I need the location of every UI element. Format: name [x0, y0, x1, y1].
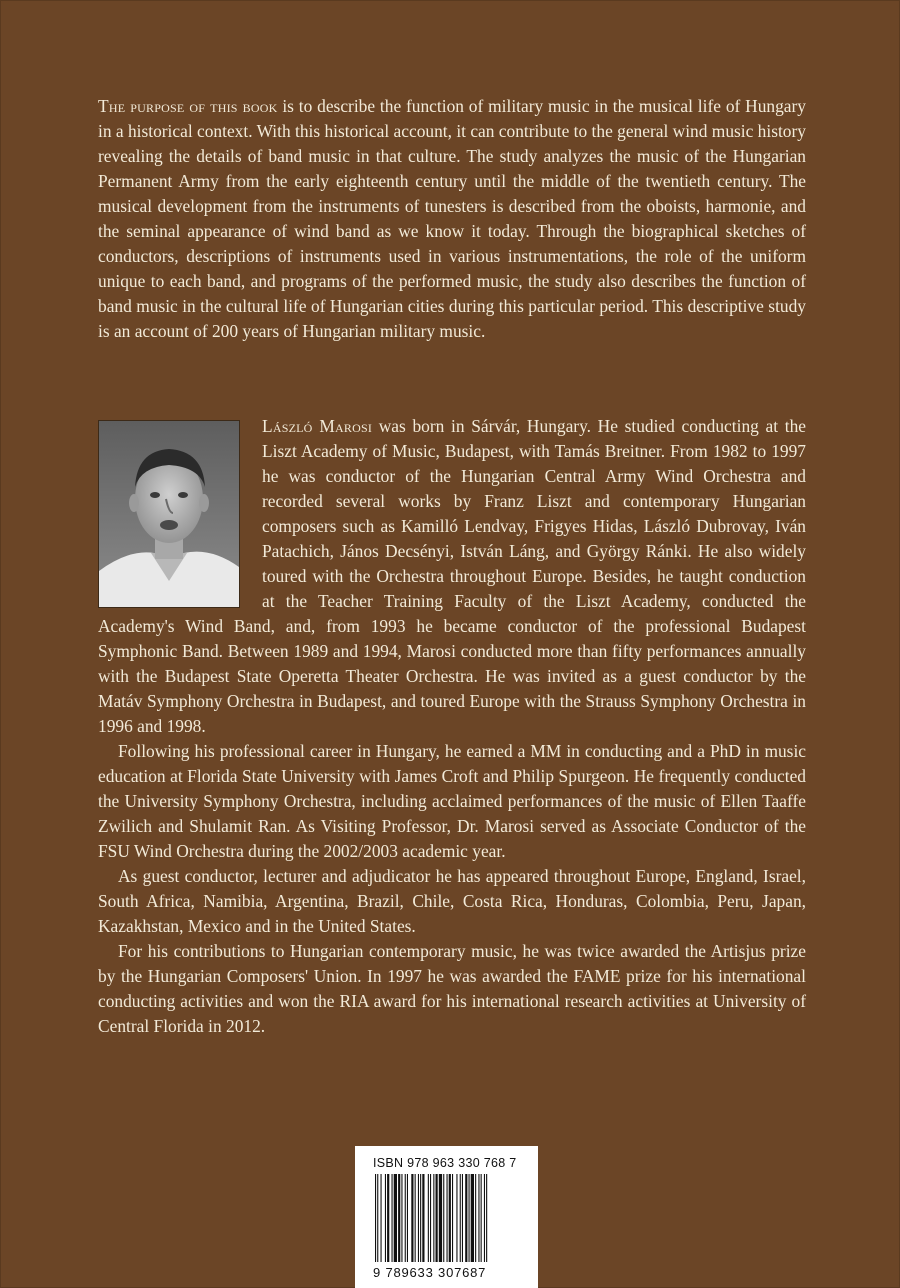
barcode-digits: 9 789633 307687 [373, 1265, 487, 1280]
barcode-bar [411, 1174, 413, 1262]
bio-paragraph-3: As guest conductor, lecturer and adjudicator he has appeared throughout Europe, England, Israel, South Africa, Namibia, Argentina, Brazil, Chile, Costa Rica, Honduras, Colombia, Peru, Japan, Kazakhstan, Mexico and in the United States. [98, 866, 806, 936]
barcode-bar [377, 1174, 378, 1262]
bio-paragraph-4: For his contributions to Hungarian contemporary music, he was twice awarded the Artisjus prize by the Hungarian Composers' Union. In 1997 he was awarded the FAME prize for his international conducting activities and won the RIA award for his international research activities at University of Central Florida in 2012. [98, 941, 806, 1036]
barcode-bar [405, 1174, 406, 1262]
barcode-bar [465, 1174, 467, 1262]
author-biography [98, 414, 806, 1039]
barcode-bar [433, 1174, 434, 1262]
barcode-bar [418, 1174, 419, 1262]
description-lead: The purpose of this book [98, 96, 278, 116]
barcode-bar [387, 1174, 389, 1262]
barcode-bar [449, 1174, 451, 1262]
barcode-bar [481, 1174, 482, 1262]
barcode-bar [469, 1174, 470, 1262]
barcode-bar [462, 1174, 463, 1262]
book-description [98, 94, 806, 344]
barcode-bar [398, 1174, 400, 1262]
barcode-bar [420, 1174, 421, 1262]
description-paragraph [98, 94, 806, 344]
barcode-bar [439, 1174, 442, 1262]
barcode-bar [486, 1174, 487, 1262]
barcode-bar [385, 1174, 386, 1262]
author-name: László Marosi [262, 416, 373, 436]
barcode-bar [392, 1174, 393, 1262]
author-portrait-image [99, 421, 239, 607]
bio-paragraph-2: Following his professional career in Hungary, he earned a MM in conducting and a PhD in music education at Florida State University with James Croft and Philip Spurgeon. He frequently conducted the University Symphony Orchestra, including acclaimed performances of the music of Ellen Taaffe Zwilich and Shulamit Ran. As Visiting Professor, Dr. Marosi served as Associate Conductor of the FSU Wind Orchestra during the 2002/2003 academic year. [98, 741, 806, 861]
isbn-label: ISBN 978 963 330 768 7 [373, 1156, 517, 1170]
barcode-bar [436, 1174, 438, 1262]
barcode-bar [443, 1174, 444, 1262]
barcode-bar [478, 1174, 479, 1262]
barcode-bar [375, 1174, 376, 1262]
barcode-bar [407, 1174, 408, 1262]
barcode-bar [381, 1174, 382, 1262]
barcode-icon [373, 1174, 533, 1264]
barcode-bar [452, 1174, 453, 1262]
barcode-bar [460, 1174, 461, 1262]
description-text: is to describe the function of military music in the musical life of Hungary in a historical context. With this historical account, it can contribute to the general wind music history revealing the details of band music in that culture. The study analyzes the music of the Hungarian Permanent Army from the early eighteenth century until the middle of the twentieth century. The musical development from the instruments of tunesters is described from the oboists, harmonie, and the seminal appearance of wind band as we know it today. Through the biographical sketches of conductors, descriptions of instruments used in various instrumentations, the role of the uniform unique to each band, and programs of the performed music, the study also describes the function of band music in the cultural life of Hungarian cities during this particular period. This descriptive study is an account of 200 years of Hungarian military music. [98, 96, 806, 341]
barcode-bar [428, 1174, 429, 1262]
barcode-bar [475, 1174, 476, 1262]
barcode-bar [422, 1174, 424, 1262]
barcode-bar [415, 1174, 416, 1262]
barcode-bar [394, 1174, 397, 1262]
barcode-bar [456, 1174, 457, 1262]
isbn-barcode-box [355, 1146, 538, 1288]
barcode-bar [484, 1174, 485, 1262]
barcode-bar [447, 1174, 448, 1262]
barcode-bar [401, 1174, 402, 1262]
bio-text-1: was born in Sárvár, Hungary. He studied conducting at the Liszt Academy of Music, Budapest, with Tamás Breitner. From 1982 to 1997 he was conductor of the Hungarian Central Army Wind Orchestra and recorded several works by Franz Liszt and contemporary Hungarian composers such as Kamilló Lendvay, Frigyes Hidas, László Dubrovay, Iván Patachich, János Decsényi, István Láng, and György Ránki. He also widely toured with the Orchestra throughout Europe. Besides, he taught conduction at the Teacher Training Faculty of the Liszt Academy, conducted the Academy's Wind Band, and, from 1993 he became conductor of the professional Budapest Symphonic Band. Between 1989 and 1994, Marosi conducted more than fifty performances annually with the Budapest State Operetta Theater Orchestra. He was invited as a guest conductor by the Matáv Symphony Orchestra in Budapest, and toured Europe with the Strauss Symphony Orchestra in 1996 and 1998. [98, 416, 806, 736]
barcode-bar [430, 1174, 431, 1262]
author-photo [98, 420, 240, 608]
barcode-bar [471, 1174, 474, 1262]
